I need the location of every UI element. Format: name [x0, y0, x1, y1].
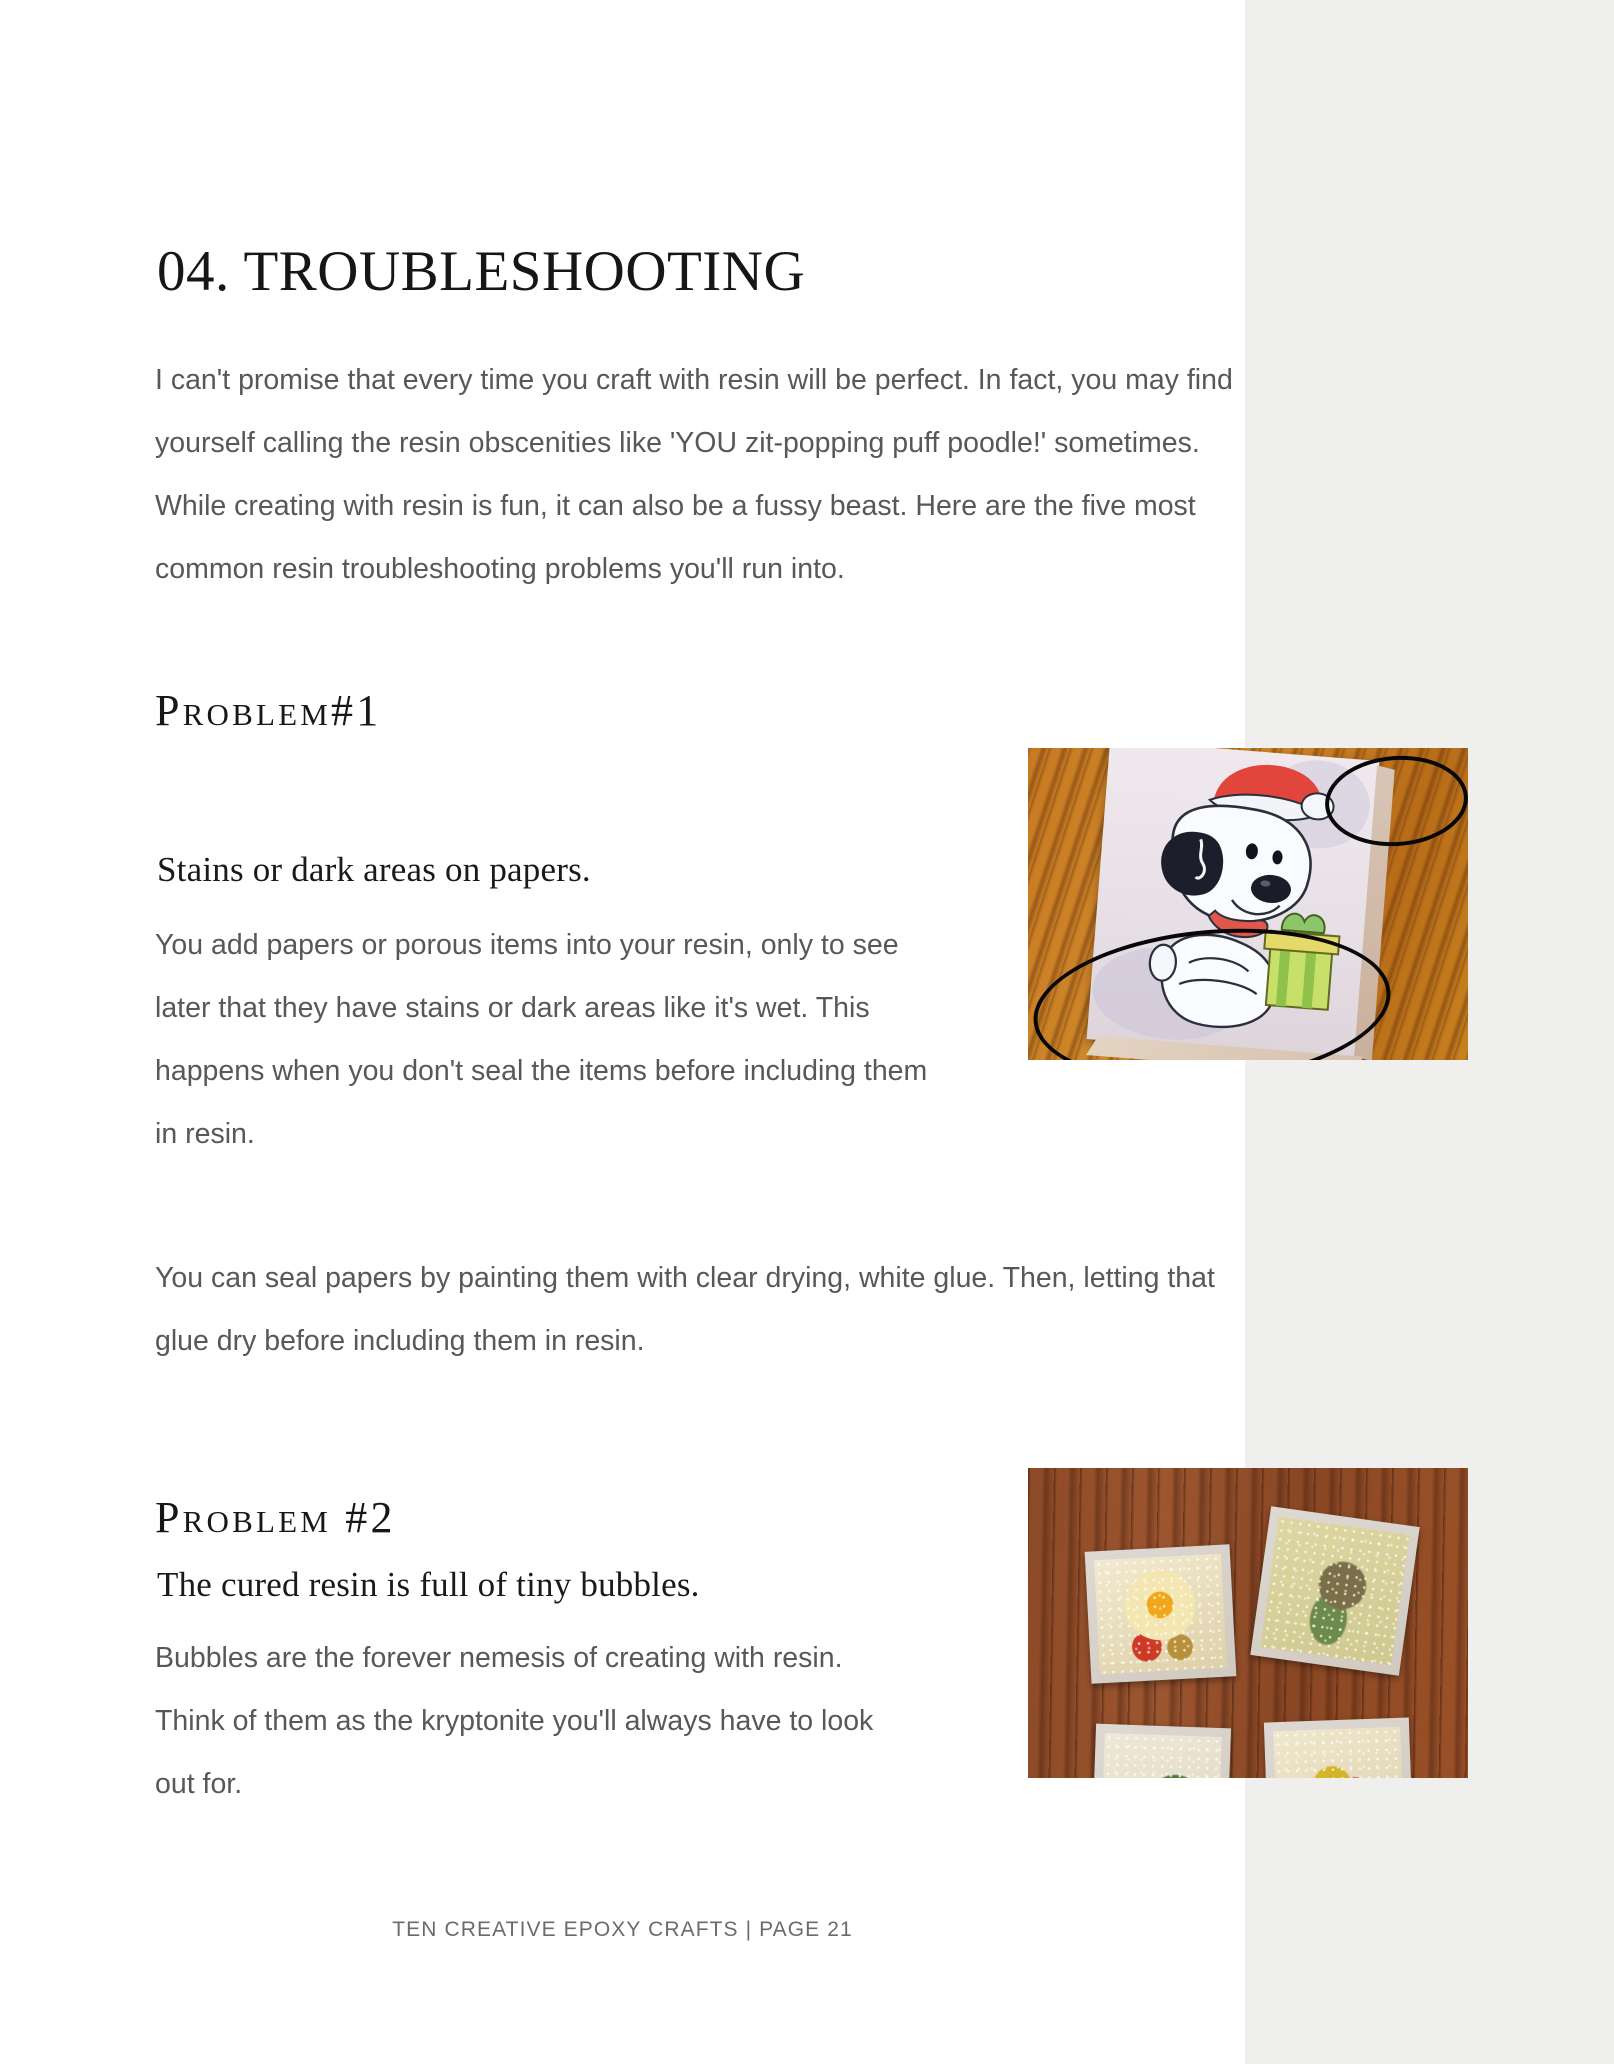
bubble-speckle-overlay	[1273, 1727, 1404, 1778]
intro-paragraph: I can't promise that every time you craft with resin will be perfect. In fact, you may find yourself calling the resin obscenities like 'YOU zit-popping puff poodle!' sometimes. While creating with resin is fun, it can also be a fussy beast. Here are the five most common resin troubleshooting problems you'll run into.	[155, 363, 1233, 585]
problem-2-photo	[1028, 1468, 1468, 1778]
page-footer: TEN CREATIVE EPOXY CRAFTS | PAGE 21	[392, 1918, 853, 1941]
problem-2-subheading: The cured resin is full of tiny bubbles.	[157, 1565, 700, 1604]
resin-tile-art	[1101, 1733, 1221, 1778]
bubble-speckle-overlay	[1101, 1733, 1221, 1778]
resin-tile	[1092, 1724, 1231, 1778]
problem-2-paragraph-1: Bubbles are the forever nemesis of creating with resin. Think of them as the kryptonite you'll always have to look out for.	[155, 1641, 874, 1800]
resin-tile-art	[1094, 1554, 1227, 1674]
problem-2-heading: Problem #2	[155, 1492, 396, 1542]
resin-tile-art	[1273, 1727, 1404, 1778]
problem-1-subheading: Stains or dark areas on papers.	[157, 850, 591, 889]
resin-tile-art	[1260, 1516, 1409, 1665]
problem-1-photo	[1028, 748, 1468, 1060]
resin-tile	[1250, 1506, 1419, 1675]
problem-1-paragraph-2: You can seal papers by painting them with clear drying, white glue. Then, letting that glue dry before including them in resin.	[155, 1261, 1215, 1357]
resin-tile	[1264, 1718, 1413, 1778]
problem-1-paragraph-1: You add papers or porous items into your resin, only to see later that they have stains or dark areas like it's wet. This happens when you don't seal the items before including them in resin.	[155, 928, 928, 1150]
page-title: 04. TROUBLESHOOTING	[157, 240, 806, 304]
problem-1-heading: Problem#1	[155, 685, 382, 735]
bubble-speckle-overlay	[1260, 1516, 1409, 1665]
bubble-speckle-overlay	[1094, 1554, 1227, 1674]
resin-tile	[1085, 1544, 1237, 1683]
